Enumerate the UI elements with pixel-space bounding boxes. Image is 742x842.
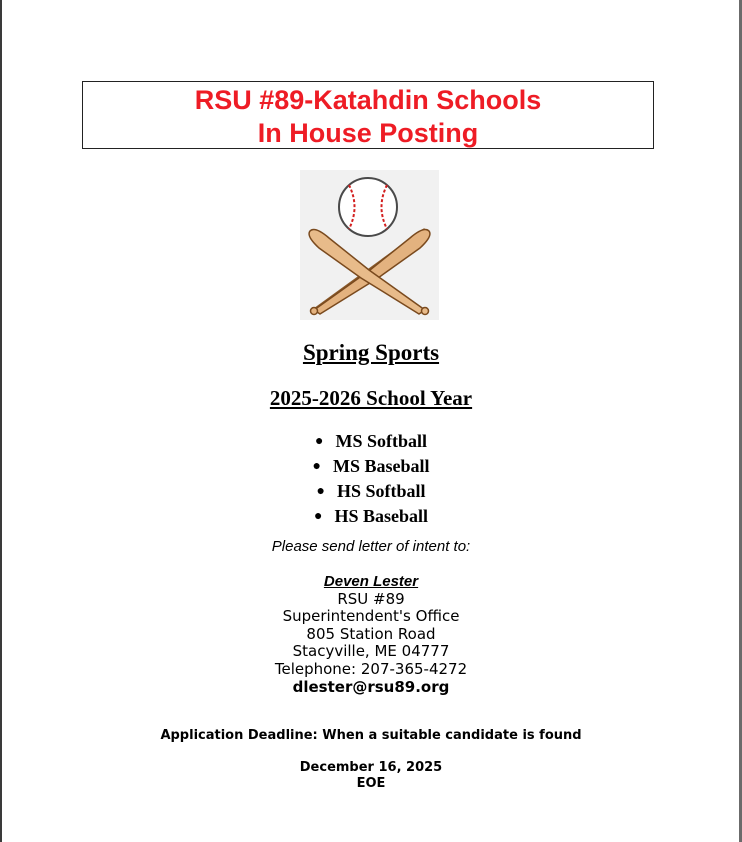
bullet-icon: ●: [316, 484, 325, 499]
page-left-edge: [0, 0, 2, 842]
header-line-1: RSU #89-Katahdin Schools: [194, 85, 542, 115]
bullet-icon: ●: [312, 459, 321, 474]
list-item: ● HS Softball: [316, 481, 426, 501]
bullet-icon: ●: [315, 434, 324, 449]
contact-org: RSU #89: [337, 589, 405, 608]
sports-list: [0, 430, 742, 530]
contact-phone: Telephone: 207-365-4272: [274, 659, 468, 678]
contact-email: dlester@rsu89.org: [292, 677, 450, 696]
bullet-icon: ●: [314, 509, 323, 524]
eoe-label: EOE: [356, 776, 386, 791]
posting-header: [82, 81, 654, 149]
header-line-2: In House Posting: [257, 118, 479, 148]
school-year: 2025-2026 School Year: [269, 386, 473, 410]
contact-city: Stacyville, ME 04777: [292, 642, 450, 661]
contact-office: Superintendent's Office: [282, 607, 460, 626]
application-deadline: Application Deadline: When a suitable candidate is found: [160, 728, 582, 743]
list-item: ● MS Baseball: [312, 456, 430, 476]
contact-block: [0, 573, 742, 696]
page-title: Spring Sports: [302, 340, 440, 365]
list-item: ● HS Baseball: [314, 506, 428, 526]
contact-name: Deven Lester: [323, 573, 419, 590]
posting-date: December 16, 2025: [299, 760, 443, 775]
list-item: ● MS Softball: [315, 431, 427, 451]
baseball-and-crossed-bats-icon: [300, 170, 439, 320]
posting-date-block: [0, 760, 742, 792]
contact-street: 805 Station Road: [306, 624, 436, 643]
intent-instruction: Please send letter of intent to:: [271, 538, 471, 555]
